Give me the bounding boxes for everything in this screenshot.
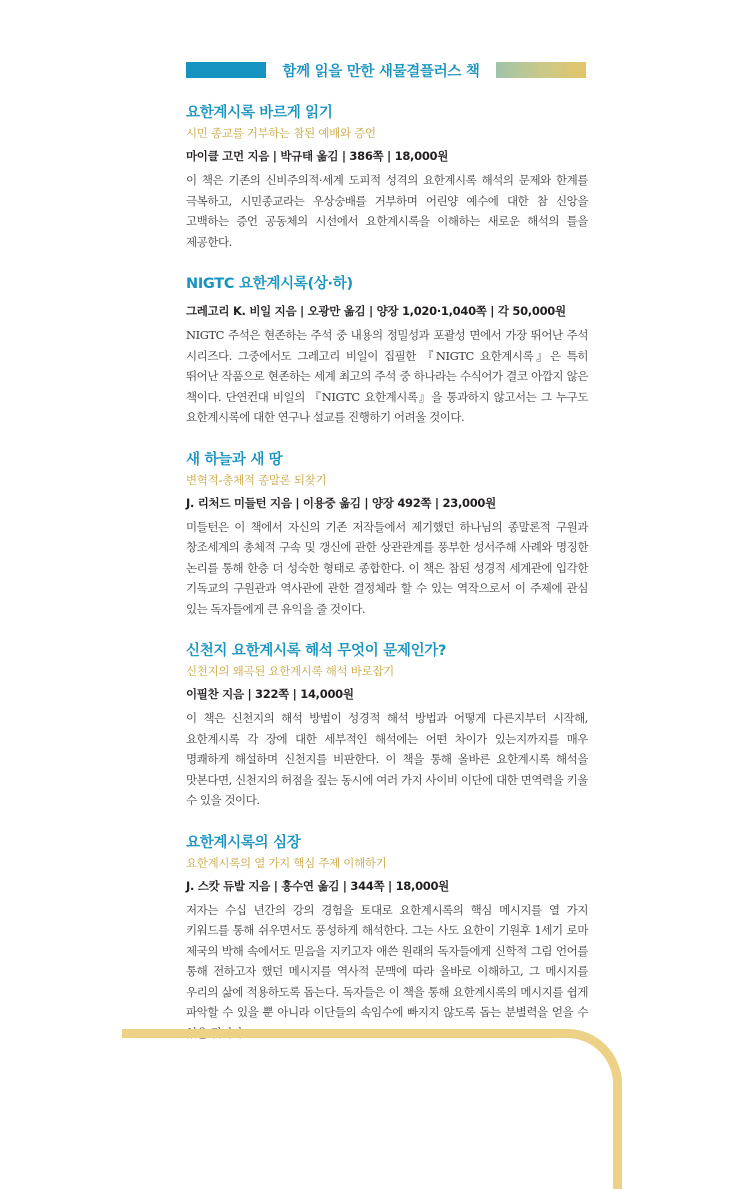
decorative-arc	[122, 1029, 622, 1189]
book-entry	[186, 103, 588, 252]
book-subtitle: 요한계시록의 열 가지 핵심 주제 이해하기	[186, 855, 387, 870]
book-meta: 그레고리 K. 비일 지음 | 오광만 옮김 | 양장 1,020·1,040쪽 | 각 50,000원	[186, 304, 566, 318]
book-description: 미들턴은 이 책에서 자신의 기존 저작들에서 제기했던 하나님의 종말론적 구원과 창조세계의 총체적 구속 및 갱신에 관한 상관관계를 풍부한 성서주해 사례와 명징한 논리를 통해 한층 더 성숙한 형태로 종합한다. 이 책은 참된 성경적 세계관에 입각한 기독교의 구원관과 역사관에 관한 결정체라 할 수 있는 역작으로서 이 주제에 관심 있는 독자들에게 큰 유익을 줄 것이다.	[186, 519, 588, 616]
section-header	[186, 62, 586, 78]
book-entry	[186, 833, 588, 1044]
book-entry	[186, 274, 588, 428]
book-description: 이 책은 기존의 신비주의적·세계 도피적 성격의 요한계시록 해석의 문제와 한계를 극복하고, 시민종교라는 우상숭배를 거부하며 어린양 예수에 대한 참 신앙을 고백하는 증언 공동체의 시선에서 요한계시록을 이해하는 새로운 해석의 틀을 제공한다.	[186, 173, 588, 249]
book-title: 신천지 요한계시록 해석 무엇이 문제인가?	[186, 643, 447, 659]
book-meta: 이필찬 지음 | 322쪽 | 14,000원	[186, 687, 354, 701]
book-subtitle: 시민 종교를 거부하는 참된 예배와 증언	[186, 126, 376, 140]
book-title: 새 하늘과 새 땅	[186, 451, 283, 468]
book-description: 저자는 수십 년간의 강의 경험을 토대로 요한계시록의 핵심 메시지를 열 가지 키워드를 통해 쉬우면서도 풍성하게 해석한다. 그는 사도 요한이 기원후 1세기 로마 제국의 박해 속에서도 믿음을 지키고자 애쓴 원래의 독자들에게 신학적 그림 언어를 통해 전하고자 했던 메시지를 역사적 문맥에 따라 올바로 이해하고, 그 메시지를 우리의 삶에 적용하도록 돕는다. 독자들은 이 책을 통해 요한계시록의 메시지를 쉽게 파악할 수 있을 뿐 아니라 이단들의 속임수에 빠지지 않도록 돕는 분별력을 얻을 수 있을 것이다.	[186, 902, 588, 1040]
header-bar-left	[186, 62, 266, 78]
book-title: NIGTC 요한계시록(상·하)	[186, 276, 353, 292]
header-bar-right	[496, 62, 586, 78]
book-entry	[186, 450, 588, 620]
book-subtitle: 신천지의 왜곡된 요한계시록 해석 바로잡기	[186, 664, 394, 678]
book-list	[186, 103, 588, 1065]
book-title: 요한계시록의 심장	[186, 834, 301, 851]
section-title: 함께 읽을 만한 새물결플러스 책	[282, 64, 480, 80]
book-description: 이 책은 신천지의 해석 방법이 성경적 해석 방법과 어떻게 다른지부터 시작해, 요한계시록 각 장에 대한 세부적인 해석에는 어떤 차이가 있는지까지를 매우 명쾌하게 해설하며 신천지를 비판한다. 이 책을 통해 올바른 요한계시록 해석을 맛본다면, 신천지의 허점을 짚는 동시에 여러 가지 사이비 이단에 대한 면역력을 키울 수 있을 것이다.	[186, 711, 588, 807]
book-meta: 마이클 고먼 지음 | 박규태 옮김 | 386쪽 | 18,000원	[186, 149, 449, 163]
book-meta: J. 스캇 듀발 지음 | 홍수연 옮김 | 344쪽 | 18,000원	[186, 878, 449, 893]
book-description: NIGTC 주석은 현존하는 주석 중 내용의 정밀성과 포괄성 면에서 가장 뛰어난 주석 시리즈다. 그중에서도 그레고리 비일이 집필한 『NIGTC 요한계시록』은 특히 뛰어난 작품으로 현존하는 세계 최고의 주석 중 하나라는 수식어가 결코 아깝지 않은 책이다. 단연컨대 비일의 『NIGTC 요한계시록』을 통과하지 않고서는 그 누구도 요한계시록에 대한 연구나 설교를 진행하기 어려울 것이다.	[186, 328, 588, 424]
book-entry	[186, 641, 588, 811]
book-subtitle: 변혁적-총체적 종말론 되찾기	[186, 472, 327, 487]
book-title: 요한계시록 바르게 읽기	[186, 105, 333, 121]
book-meta: J. 리처드 미들턴 지음 | 이용중 옮김 | 양장 492쪽 | 23,000원	[186, 495, 496, 510]
